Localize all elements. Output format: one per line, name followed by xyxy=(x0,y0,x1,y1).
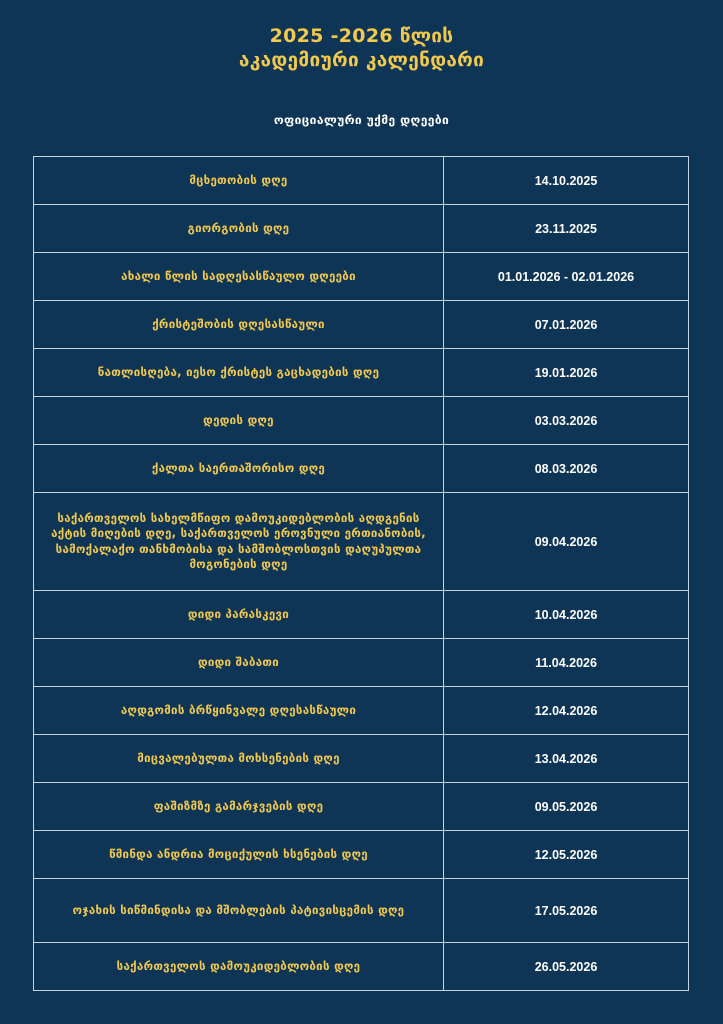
holiday-date: 14.10.2025 xyxy=(444,157,689,205)
table-row xyxy=(34,205,689,253)
table-row xyxy=(34,879,689,943)
table-row xyxy=(34,253,689,301)
table-row xyxy=(34,687,689,735)
holiday-date: 23.11.2025 xyxy=(444,205,689,253)
table-row xyxy=(34,493,689,591)
holiday-name: დიდი პარასკევი xyxy=(34,591,444,639)
holiday-name: აღდგომის ბრწყინვალე დღესასწაული xyxy=(34,687,444,735)
holidays-table xyxy=(33,156,689,991)
holiday-name: დიდი შაბათი xyxy=(34,639,444,687)
holiday-name: საქართველოს სახელმწიფო დამოუკიდებლობის აღდგენის აქტის მიღების დღე, საქართველოს ეროვნული ერთიანობის, სამოქალაქო თანხმობისა და სამშობლოსთვის დაღუპულთა მოგონების დღე xyxy=(34,493,444,591)
title-line-years: 2025 -2026 წლის xyxy=(269,25,454,47)
holiday-date: 11.04.2026 xyxy=(444,639,689,687)
table-row xyxy=(34,445,689,493)
holiday-date: 09.04.2026 xyxy=(444,493,689,591)
table-row xyxy=(34,591,689,639)
title-line-calendar: აკადემიური კალენდარი xyxy=(238,49,485,71)
holiday-date: 12.05.2026 xyxy=(444,831,689,879)
holiday-date: 13.04.2026 xyxy=(444,735,689,783)
holiday-date: 10.04.2026 xyxy=(444,591,689,639)
holiday-date: 03.03.2026 xyxy=(444,397,689,445)
holiday-date: 26.05.2026 xyxy=(444,943,689,991)
table-row xyxy=(34,397,689,445)
table-row xyxy=(34,157,689,205)
holiday-date: 01.01.2026 - 02.01.2026 xyxy=(444,253,689,301)
holiday-name: გიორგობის დღე xyxy=(34,205,444,253)
holiday-date: 09.05.2026 xyxy=(444,783,689,831)
page-title xyxy=(0,24,723,72)
table-row xyxy=(34,943,689,991)
holiday-name: ქრისტეშობის დღესასწაული xyxy=(34,301,444,349)
section-subtitle: ოფიციალური უქმე დღეები xyxy=(273,113,450,127)
table-row xyxy=(34,831,689,879)
table-row xyxy=(34,783,689,831)
table-row xyxy=(34,639,689,687)
holiday-name: ფაშიზმზე გამარჯვების დღე xyxy=(34,783,444,831)
holiday-date: 08.03.2026 xyxy=(444,445,689,493)
holiday-name: დედის დღე xyxy=(34,397,444,445)
holiday-name: ოჯახის სიწმინდისა და მშობლების პატივისცემის დღე xyxy=(34,879,444,943)
holiday-name: საქართველოს დამოუკიდებლობის დღე xyxy=(34,943,444,991)
holiday-name: წმინდა ანდრია მოციქულის ხსენების დღე xyxy=(34,831,444,879)
holiday-name: მცხეთობის დღე xyxy=(34,157,444,205)
holiday-date: 19.01.2026 xyxy=(444,349,689,397)
table-row xyxy=(34,735,689,783)
table-row xyxy=(34,349,689,397)
holiday-name: ნათლისღება, იესო ქრისტეს გაცხადების დღე xyxy=(34,349,444,397)
holiday-name: ქალთა საერთაშორისო დღე xyxy=(34,445,444,493)
holiday-name: მიცვალებულთა მოხსენების დღე xyxy=(34,735,444,783)
holiday-date: 17.05.2026 xyxy=(444,879,689,943)
holiday-date: 07.01.2026 xyxy=(444,301,689,349)
table-row xyxy=(34,301,689,349)
holiday-date: 12.04.2026 xyxy=(444,687,689,735)
holiday-name: ახალი წლის სადღესასწაულო დღეები xyxy=(34,253,444,301)
